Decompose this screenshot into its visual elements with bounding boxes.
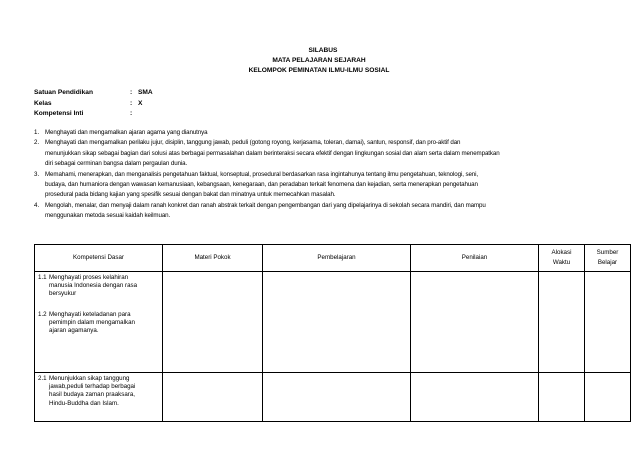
material-cell [163, 373, 263, 422]
learning-cell [263, 272, 411, 373]
syllabus-table [34, 244, 631, 422]
list-text: Menghayati dan mengamalkan ajaran agama yang dianutnya [45, 129, 208, 136]
list-item [34, 201, 626, 222]
subject-title: MATA PELAJARAN SEJARAH [272, 57, 366, 64]
column-header-time [539, 245, 585, 272]
list-number: 3. [34, 170, 40, 178]
group-title: KELOMPOK PEMINATAN ILMU-ILMU SOSIAL [248, 67, 390, 74]
competence-number: 2.1 [38, 375, 47, 382]
time-cell [539, 272, 585, 373]
resources-cell [585, 272, 631, 373]
meta-separator: : [130, 99, 133, 107]
list-item [34, 138, 626, 169]
list-number: 2. [34, 139, 40, 147]
header-line: Waktu [552, 259, 571, 266]
list-text: Memahami, menerapkan, dan menganalisis pengetahuan faktual, konseptual, prosedural berdasarkan rasa ingintahunya tentang ilmu pengetahuan, teknologi, seni, budaya, dan humaniora dengan wawasan kemanusiaan, kebangsaan, kenegaraan, dan peradaban terkait fenomena dan kejadian, serta menerapkan pengetahuan prosedural pada bidang kajian yang spesifik sesuai dengan bakat dan minatnya untuk memecahkan masalah. [45, 170, 479, 199]
table-header-row [35, 245, 631, 272]
list-item [34, 170, 626, 201]
competence-text: Menghayati proses kelahiran manusia Indonesia dengan rasa bersyukur [49, 274, 138, 298]
assessment-cell [411, 373, 539, 422]
competence-item [35, 373, 162, 408]
list-item [34, 128, 626, 138]
document-title: SILABUS [308, 47, 338, 54]
column-header-material: Materi Pokok [163, 245, 263, 272]
competence-cell [35, 373, 163, 422]
document-header [0, 46, 638, 76]
meta-row-class [34, 99, 153, 110]
header-line: Belajar [597, 259, 618, 266]
competence-text: Menghayati keteladanan para pemimpin dalam mengamalkan ajaran agamanya. [49, 310, 135, 335]
core-competence-list [34, 128, 626, 222]
meta-label: Kompetensi Inti [34, 110, 84, 117]
meta-row-core-competence [34, 109, 153, 120]
material-cell [163, 272, 263, 373]
list-number: 1. [34, 129, 40, 136]
meta-value: SMA [138, 89, 153, 96]
document-meta [34, 88, 153, 120]
competence-text: Menunjukkan sikap tanggung jawab,peduli terhadap berbagai hasil budaya zaman praaksara, Hindu-Buddha dan Islam. [49, 375, 136, 407]
header-line: Alokasi [551, 249, 572, 256]
list-text: Mengolah, menalar, dan menyaji dalam ranah konkret dan ranah abstrak terkait dengan pengembangan dari yang dipelajarinya di sekolah secara mandiri, dan mampu menggunakan metoda sesuai kaidah keilmuan. [45, 201, 486, 220]
competence-item [35, 272, 162, 299]
meta-separator: : [130, 89, 133, 96]
table-row [35, 373, 631, 422]
competence-item [35, 309, 162, 336]
meta-row-school [34, 88, 153, 99]
meta-label: Satuan Pendidikan [34, 89, 93, 96]
column-header-assessment: Penilaian [411, 245, 539, 272]
competence-cell [35, 272, 163, 373]
competence-number: 1.1 [38, 274, 47, 281]
meta-value: X [138, 99, 143, 107]
resources-cell [585, 373, 631, 422]
table-row [35, 272, 631, 373]
time-cell [539, 373, 585, 422]
column-header-resources [585, 245, 631, 272]
assessment-cell [411, 272, 539, 373]
column-header-learning: Pembelajaran [263, 245, 411, 272]
list-number: 4. [34, 201, 40, 209]
meta-separator: : [130, 110, 133, 117]
learning-cell [263, 373, 411, 422]
header-line: Sumber [596, 249, 619, 256]
competence-number: 1.2 [38, 310, 47, 318]
column-header-competence: Kompetensi Dasar [35, 245, 163, 272]
meta-label: Kelas [34, 99, 52, 107]
list-text: Menghayati dan mengamalkan perilaku jujur, disiplin, tanggung jawab, peduli (gotong royong, kerjasama, toleran, damai), santun, responsif, dan pro-aktif dan menunjukkan sikap sebagai bagian dari solusi atas berbagai permasalahan dalam berinteraksi secara efektif dengan lingkungan sosial dan alam serta dalam menempatkan diri sebagai cerminan bangsa dalam pergaulan dunia. [45, 139, 500, 168]
